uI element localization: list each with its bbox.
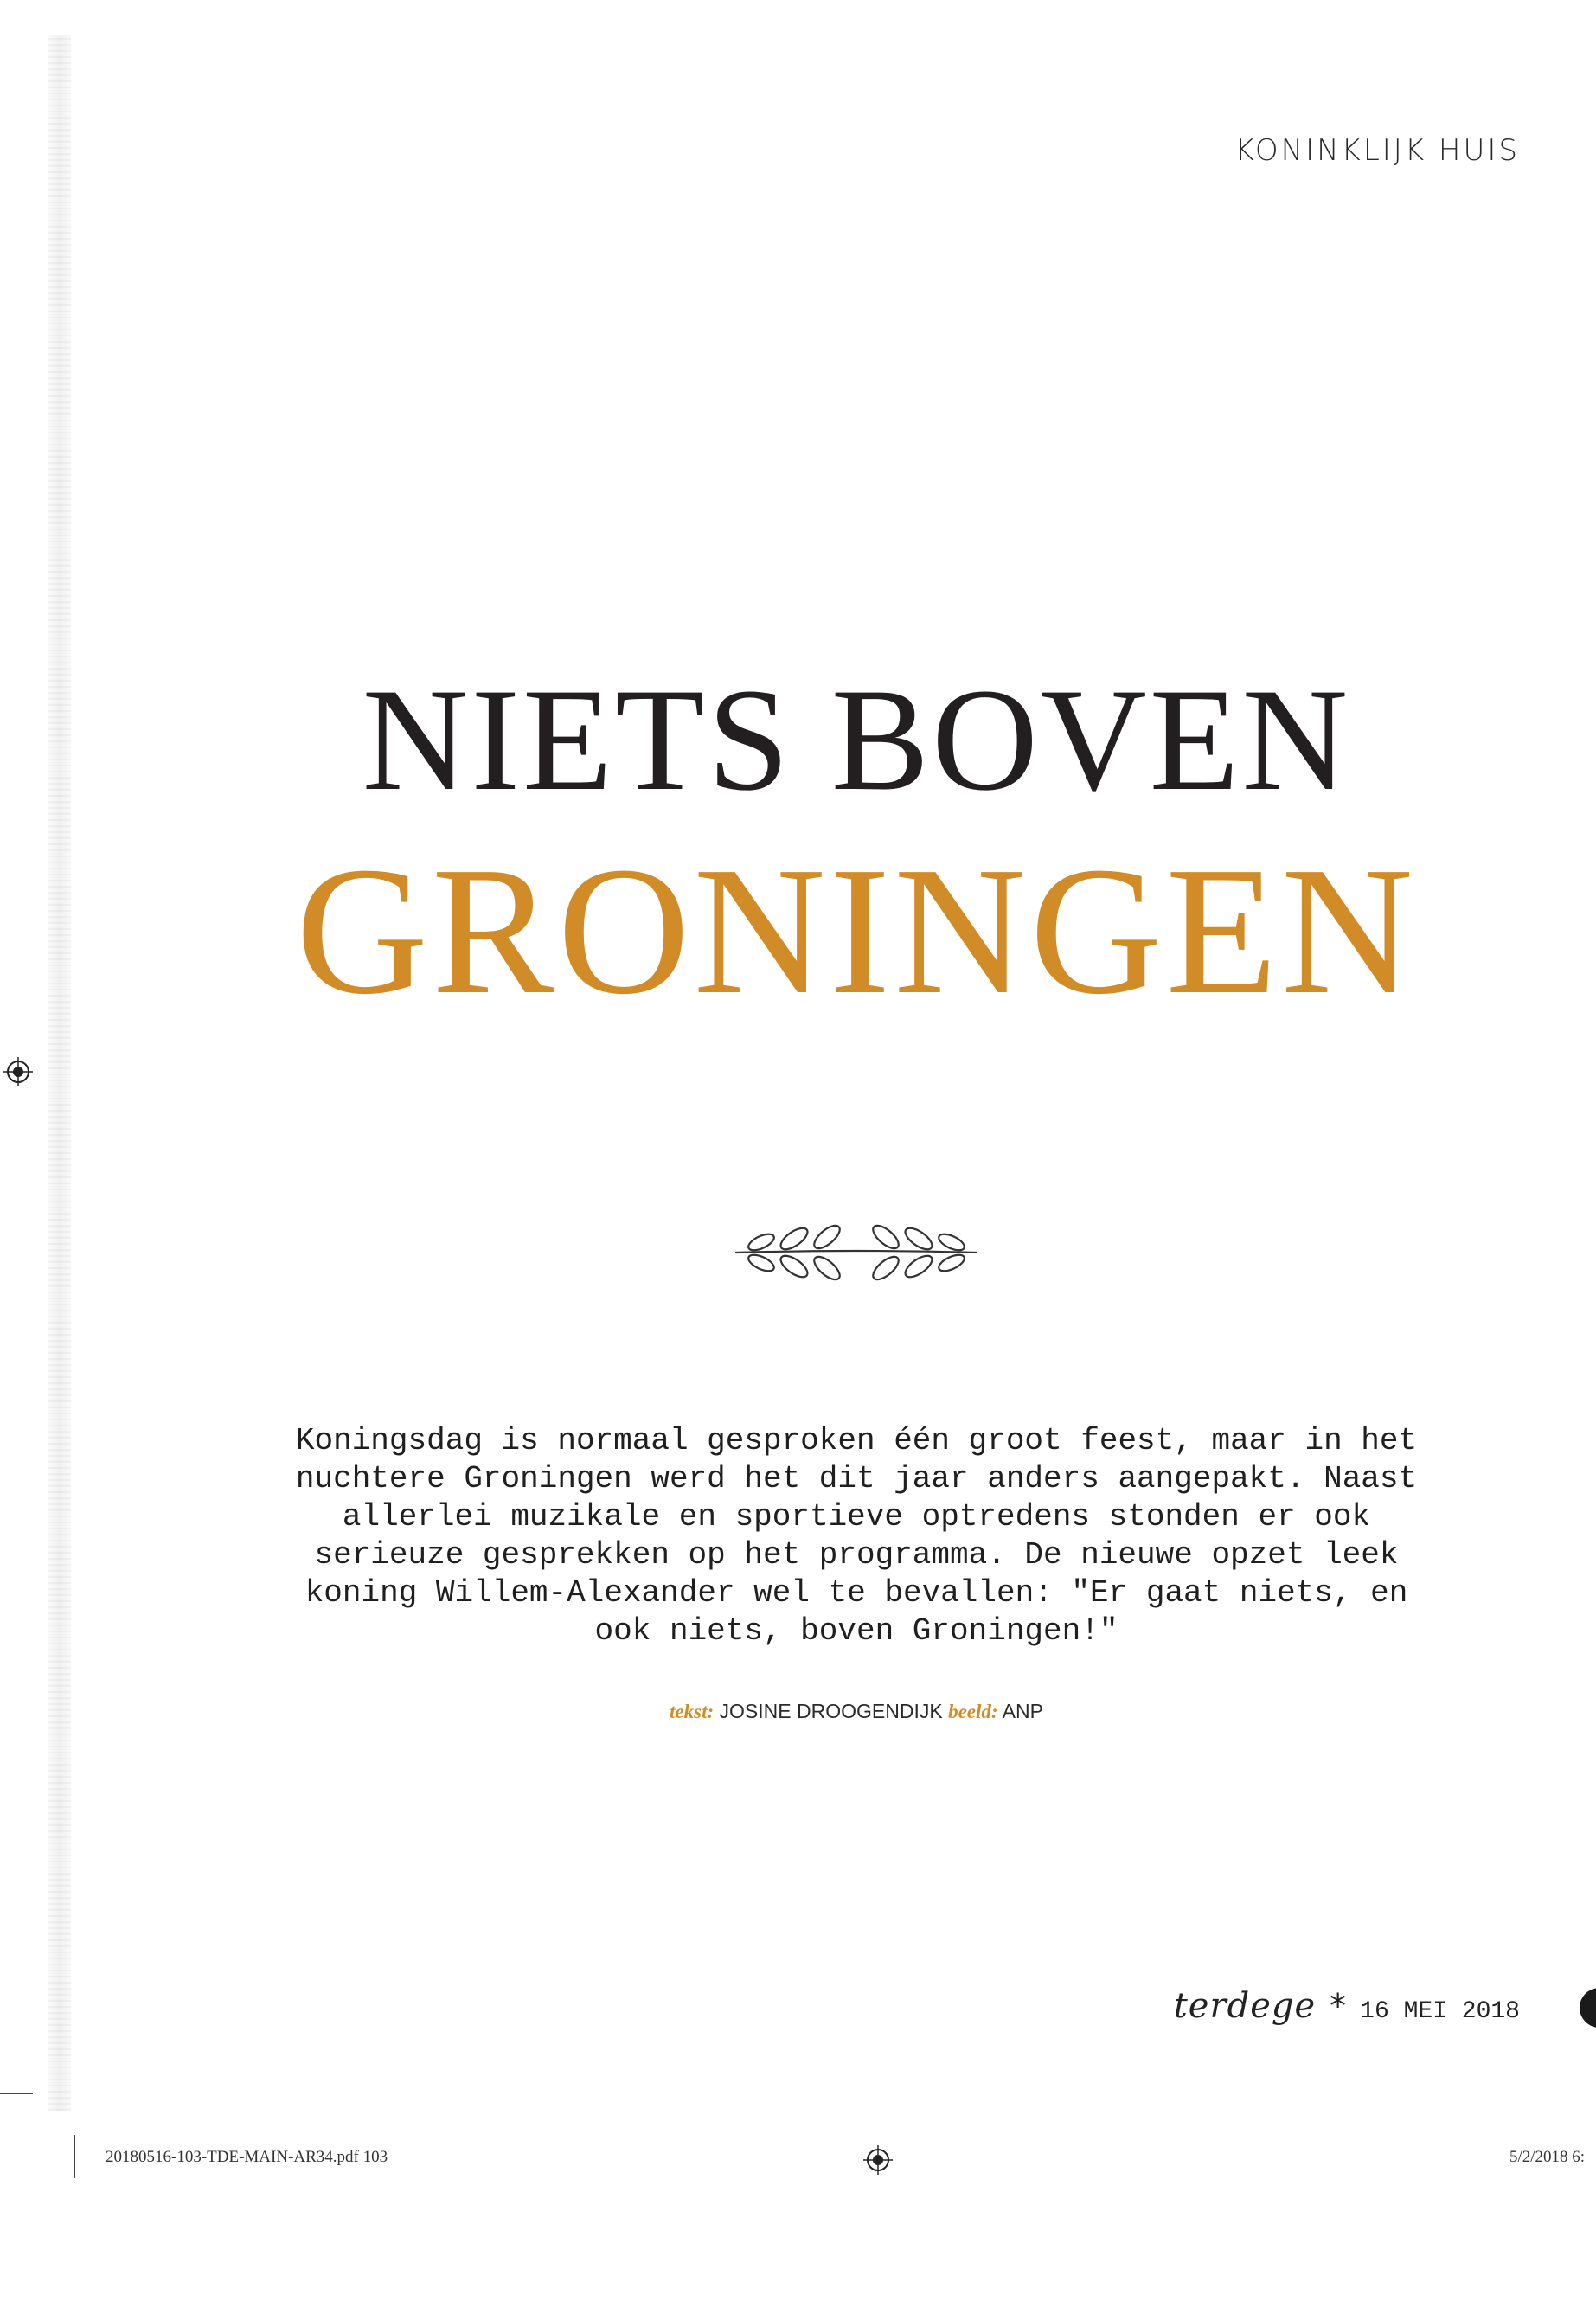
magazine-brand: terdege: [1173, 1986, 1317, 2026]
headline-line-2: GRONINGEN: [295, 829, 1418, 1032]
headline-line-1: NIETS BOVEN: [362, 658, 1351, 821]
crop-mark: [0, 2093, 33, 2094]
credit-text-value: JOSINE DROOGENDIJK: [719, 1700, 943, 1722]
laurel-ornament: [727, 1211, 986, 1289]
page-footer: [1174, 1986, 1520, 2026]
registration-mark-icon: [3, 1057, 33, 1086]
print-slug-date: 5/2/2018 6:: [1509, 2148, 1586, 2166]
section-label: KONINKLIJK HUIS: [1234, 133, 1520, 168]
footer-separator: *: [1330, 1987, 1347, 2025]
page-number-tab: [1580, 1988, 1596, 2028]
credit-text-label: tekst:: [670, 1701, 715, 1722]
credits-line: [0, 1700, 1596, 1723]
crop-mark: [74, 2135, 75, 2178]
issue-date: 16 MEI 2018: [1360, 1998, 1520, 2025]
intro-paragraph: Koningsdag is normaal gesproken één groot feest, maar in het nuchtere Groningen werd het dit jaar anders aangepakt. Naast allerlei muzikale en sportieve optredens stonden er ook serieuze gesprekken op het programma. De nieuwe opzet leek koning Willem-Alexander wel te bevallen: "Er gaat niets, en ook niets, boven Groningen!": [295, 1423, 1418, 1649]
credit-image-label: beeld:: [948, 1701, 998, 1722]
registration-mark-icon: [863, 2145, 893, 2175]
print-slug-file: 20180516-103-TDE-MAIN-AR34.pdf 103: [106, 2148, 388, 2166]
credit-image-value: ANP: [1002, 1700, 1043, 1722]
paper-edge-texture: [48, 35, 71, 2111]
